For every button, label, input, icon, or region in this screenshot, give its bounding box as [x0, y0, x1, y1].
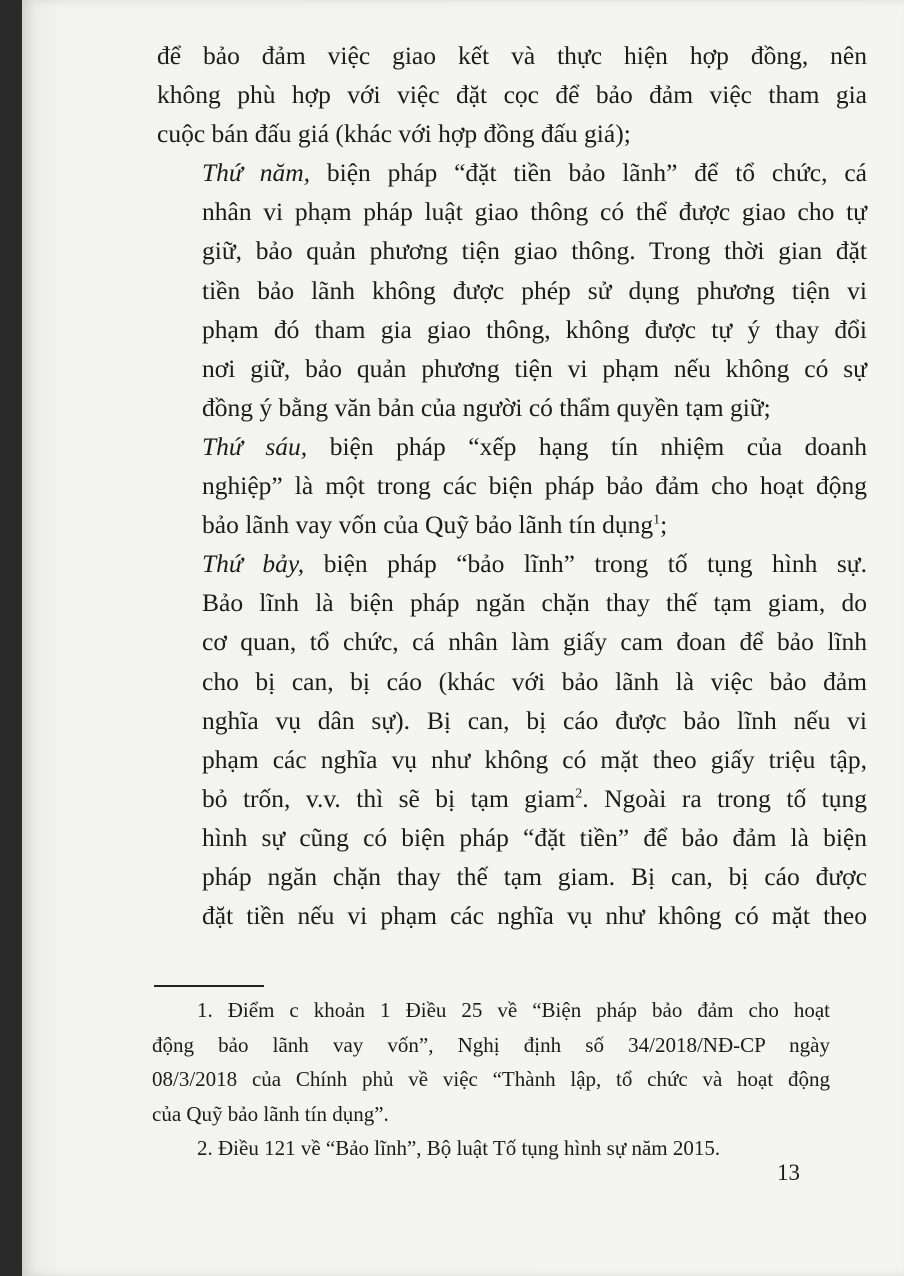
footnote — [152, 1131, 830, 1166]
footnote — [152, 993, 830, 1131]
footnote-line: 08/3/2018 của Chính phủ về việc “Thành lập, tổ chức và hoạt động — [152, 1067, 830, 1091]
text-line: giữ, bảo quản phương tiện giao thông. Trong thời gian đặt — [202, 236, 867, 266]
text-line: cho bị can, bị cáo (khác với bảo lãnh là việc bảo đảm — [202, 666, 867, 696]
text-line: nơi giữ, bảo quản phương tiện vi phạm nếu không có sự — [202, 353, 867, 383]
paragraph — [157, 427, 867, 544]
text-line: Thứ bảy, biện pháp “bảo lĩnh” trong tố tụng hình sự. — [202, 549, 867, 579]
footnote-line: 1. Điểm c khoản 1 Điều 25 về “Biện pháp bảo đảm cho hoạt — [197, 998, 830, 1022]
text-line: pháp ngăn chặn thay thế tạm giam. Bị can, bị cáo được — [202, 861, 867, 891]
paragraph — [157, 544, 867, 935]
footnote-line: của Quỹ bảo lãnh tín dụng”. — [152, 1101, 389, 1126]
text-line: không phù hợp với việc đặt cọc để bảo đảm việc tham gia — [157, 80, 867, 110]
footnote-divider — [154, 985, 264, 987]
footnotes — [152, 993, 830, 1166]
footnote-ref[interactable]: 1 — [653, 512, 661, 528]
text-line: bỏ trốn, v.v. thì sẽ bị tạm giam$^2$. Ngoài ra trong tố tụng — [202, 783, 867, 813]
paragraph — [157, 153, 867, 427]
text-line: nhân vi phạm pháp luật giao thông có thể được giao cho tự — [202, 197, 867, 227]
text-line: Thứ sáu, biện pháp “xếp hạng tín nhiệm của doanh — [202, 431, 868, 461]
main-text — [157, 36, 867, 935]
paragraph-lead: Thứ sáu, — [202, 431, 308, 461]
page-number: 13 — [777, 1160, 800, 1185]
text-line: phạm đó tham gia giao thông, không được tự ý thay đổi — [202, 314, 867, 344]
text-line: đặt tiền nếu vi phạm các nghĩa vụ như không có mặt theo — [202, 901, 867, 931]
book-page — [22, 0, 904, 1276]
footnote-ref[interactable]: 2 — [575, 786, 583, 802]
text-line: tiền bảo lãnh không được phép sử dụng phương tiện vi — [202, 275, 867, 305]
text-line: để bảo đảm việc giao kết và thực hiện hợp đồng, nên — [157, 41, 867, 70]
text-line: cuộc bán đấu giá (khác với hợp đồng đấu giá); — [157, 119, 631, 149]
text-line: bảo lãnh vay vốn của Quỹ bảo lãnh tín dụng$^1$; — [202, 510, 668, 540]
text-line: nghiệp” là một trong các biện pháp bảo đảm cho hoạt động — [202, 471, 867, 501]
text-line: phạm các nghĩa vụ như không có mặt theo giấy triệu tập, — [202, 744, 867, 774]
footnote-line: 2. Điều 121 về “Bảo lĩnh”, Bộ luật Tố tụng hình sự năm 2015. — [197, 1136, 721, 1160]
paragraph-lead: Thứ bảy, — [202, 549, 305, 579]
text-line: Thứ năm, biện pháp “đặt tiền bảo lãnh” để tổ chức, cá — [202, 158, 867, 188]
text-line: cơ quan, tổ chức, cá nhân làm giấy cam đoan để bảo lĩnh — [202, 627, 867, 657]
paragraph — [157, 36, 867, 153]
paragraph-lead: Thứ năm, — [202, 158, 310, 188]
text-line: đồng ý bằng văn bản của người có thẩm quyền tạm giữ; — [202, 392, 771, 422]
footnote-line: động bảo lãnh vay vốn”, Nghị định số 34/2018/NĐ-CP ngày — [152, 1032, 830, 1057]
text-line: hình sự cũng có biện pháp “đặt tiền” để bảo đảm là biện — [202, 822, 867, 852]
text-line: Bảo lĩnh là biện pháp ngăn chặn thay thế tạm giam, do — [202, 588, 867, 618]
text-line: nghĩa vụ dân sự). Bị can, bị cáo được bảo lĩnh nếu vi — [202, 705, 867, 735]
